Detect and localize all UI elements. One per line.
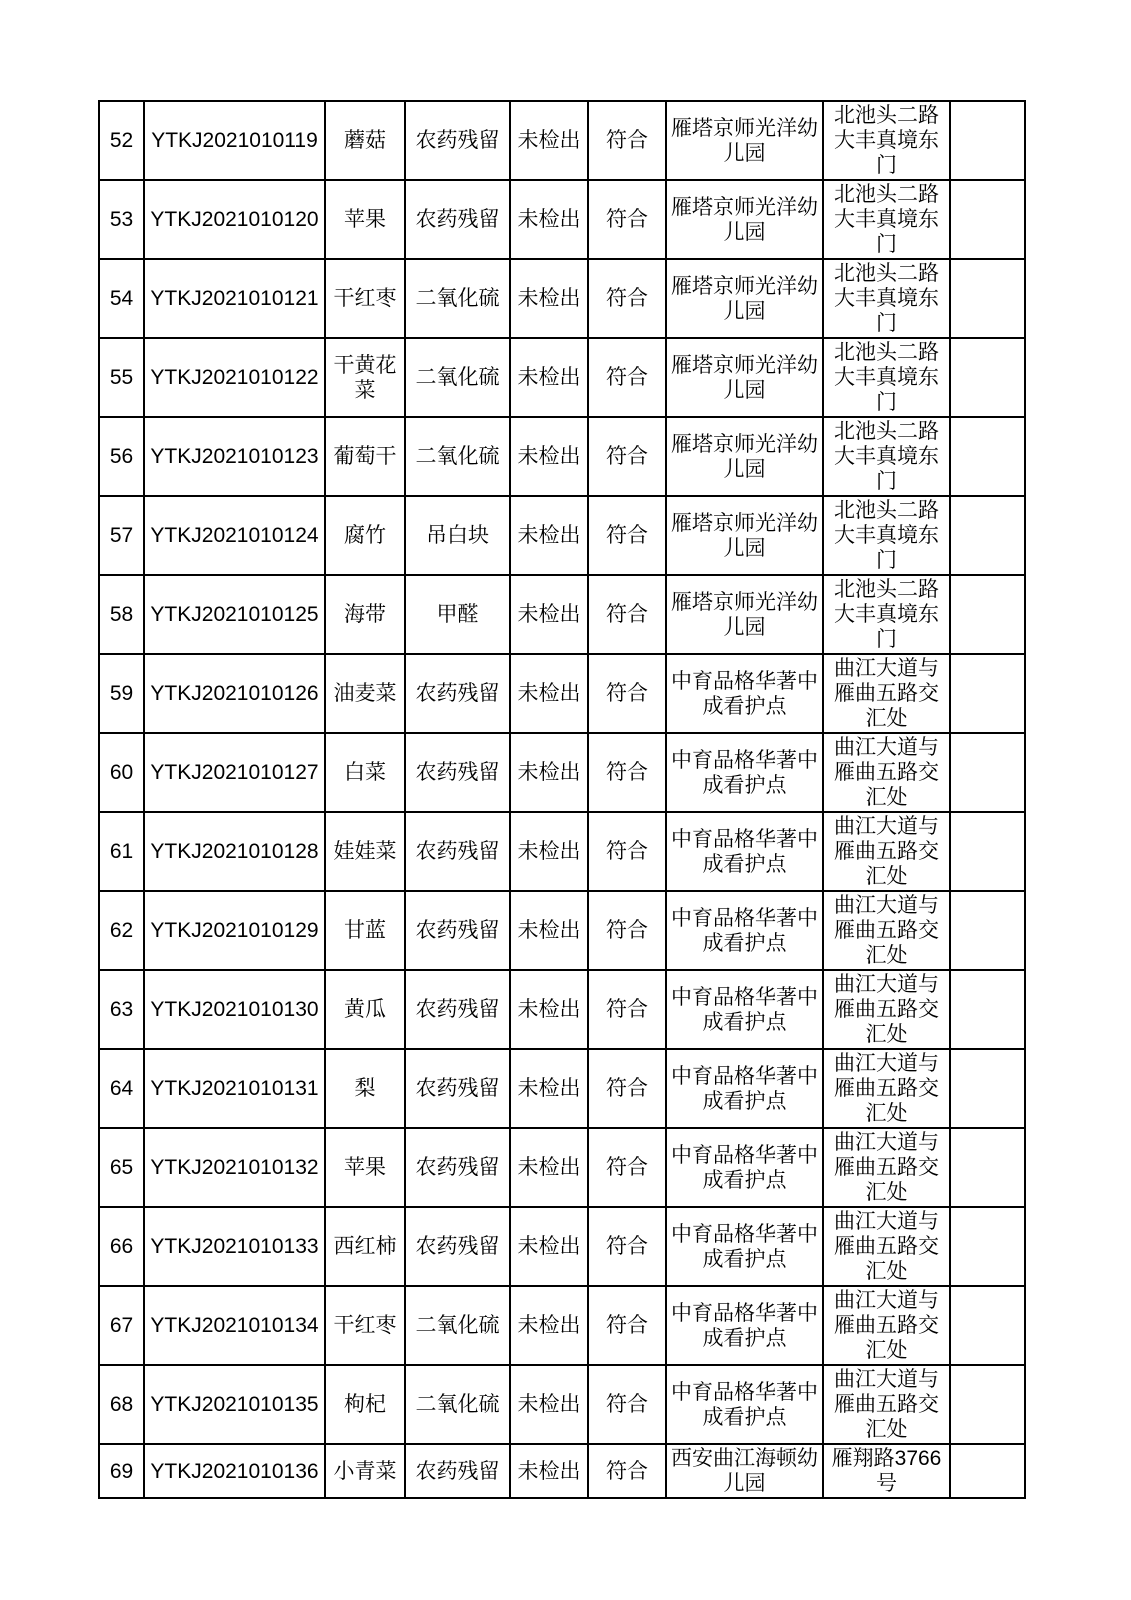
cell-site-address: 曲江大道与雁曲五路交汇处 [823,1286,950,1365]
table-row [99,101,1025,180]
cell-test-item: 农药残留 [405,1207,510,1286]
cell-sample-code: YTKJ2021010131 [144,1049,325,1128]
cell-remark [950,1286,1025,1365]
cell-sampling-site: 雁塔京师光洋幼儿园 [666,496,823,575]
cell-sample-code: YTKJ2021010127 [144,733,325,812]
cell-test-item: 二氧化硫 [405,259,510,338]
cell-conclusion: 符合 [588,259,666,338]
cell-remark [950,101,1025,180]
table-row [99,259,1025,338]
cell-site-address: 北池头二路大丰真境东门 [823,417,950,496]
cell-sample-name: 海带 [325,575,405,654]
cell-sample-name: 腐竹 [325,496,405,575]
cell-test-item: 吊白块 [405,496,510,575]
cell-test-item: 农药残留 [405,1128,510,1207]
cell-test-item: 农药残留 [405,891,510,970]
cell-row-number: 68 [99,1365,144,1444]
cell-sampling-site: 中育品格华著中成看护点 [666,1207,823,1286]
cell-sample-code: YTKJ2021010126 [144,654,325,733]
table-row [99,733,1025,812]
cell-remark [950,891,1025,970]
cell-sampling-site: 中育品格华著中成看护点 [666,1365,823,1444]
cell-sample-name: 干红枣 [325,259,405,338]
cell-test-result: 未检出 [510,101,588,180]
cell-site-address: 曲江大道与雁曲五路交汇处 [823,1365,950,1444]
table-row [99,180,1025,259]
cell-row-number: 63 [99,970,144,1049]
cell-remark [950,1444,1025,1498]
cell-site-address: 曲江大道与雁曲五路交汇处 [823,812,950,891]
cell-test-result: 未检出 [510,1049,588,1128]
cell-test-result: 未检出 [510,733,588,812]
cell-sample-code: YTKJ2021010121 [144,259,325,338]
cell-conclusion: 符合 [588,338,666,417]
table-row [99,654,1025,733]
cell-sample-name: 枸杞 [325,1365,405,1444]
cell-test-item: 二氧化硫 [405,1365,510,1444]
cell-sample-name: 苹果 [325,1128,405,1207]
table-row [99,338,1025,417]
table-row [99,1444,1025,1498]
cell-sample-name: 黄瓜 [325,970,405,1049]
cell-test-item: 农药残留 [405,101,510,180]
cell-test-item: 农药残留 [405,812,510,891]
cell-sample-name: 白菜 [325,733,405,812]
cell-conclusion: 符合 [588,733,666,812]
table-row [99,1128,1025,1207]
cell-sample-name: 西红柿 [325,1207,405,1286]
cell-sample-name: 甘蓝 [325,891,405,970]
cell-conclusion: 符合 [588,575,666,654]
cell-test-item: 农药残留 [405,654,510,733]
table-row [99,812,1025,891]
cell-test-item: 农药残留 [405,970,510,1049]
cell-sampling-site: 中育品格华著中成看护点 [666,654,823,733]
cell-conclusion: 符合 [588,180,666,259]
cell-sampling-site: 雁塔京师光洋幼儿园 [666,417,823,496]
cell-test-result: 未检出 [510,1365,588,1444]
cell-conclusion: 符合 [588,101,666,180]
cell-sampling-site: 中育品格华著中成看护点 [666,812,823,891]
cell-sampling-site: 中育品格华著中成看护点 [666,1049,823,1128]
cell-sample-code: YTKJ2021010136 [144,1444,325,1498]
cell-site-address: 曲江大道与雁曲五路交汇处 [823,1128,950,1207]
cell-sample-code: YTKJ2021010133 [144,1207,325,1286]
cell-sampling-site: 西安曲江海顿幼儿园 [666,1444,823,1498]
table-row [99,1286,1025,1365]
cell-test-item: 二氧化硫 [405,417,510,496]
cell-remark [950,417,1025,496]
cell-sampling-site: 雁塔京师光洋幼儿园 [666,180,823,259]
cell-remark [950,733,1025,812]
cell-site-address: 北池头二路大丰真境东门 [823,575,950,654]
cell-test-result: 未检出 [510,575,588,654]
cell-conclusion: 符合 [588,654,666,733]
cell-row-number: 64 [99,1049,144,1128]
cell-sampling-site: 中育品格华著中成看护点 [666,733,823,812]
cell-sample-name: 娃娃菜 [325,812,405,891]
cell-site-address: 曲江大道与雁曲五路交汇处 [823,733,950,812]
cell-sample-code: YTKJ2021010128 [144,812,325,891]
cell-sample-name: 苹果 [325,180,405,259]
cell-sampling-site: 雁塔京师光洋幼儿园 [666,101,823,180]
cell-test-result: 未检出 [510,180,588,259]
cell-row-number: 55 [99,338,144,417]
cell-row-number: 53 [99,180,144,259]
cell-sample-name: 干黄花菜 [325,338,405,417]
cell-test-result: 未检出 [510,338,588,417]
cell-conclusion: 符合 [588,1049,666,1128]
cell-remark [950,1207,1025,1286]
cell-test-item: 二氧化硫 [405,338,510,417]
cell-conclusion: 符合 [588,1286,666,1365]
cell-site-address: 曲江大道与雁曲五路交汇处 [823,654,950,733]
table-row [99,1049,1025,1128]
cell-sampling-site: 雁塔京师光洋幼儿园 [666,575,823,654]
cell-sample-name: 蘑菇 [325,101,405,180]
cell-remark [950,1049,1025,1128]
cell-remark [950,338,1025,417]
cell-remark [950,180,1025,259]
cell-test-result: 未检出 [510,1207,588,1286]
cell-row-number: 52 [99,101,144,180]
cell-sampling-site: 中育品格华著中成看护点 [666,891,823,970]
cell-conclusion: 符合 [588,970,666,1049]
cell-conclusion: 符合 [588,1128,666,1207]
cell-sample-code: YTKJ2021010132 [144,1128,325,1207]
cell-sample-code: YTKJ2021010125 [144,575,325,654]
cell-test-result: 未检出 [510,1444,588,1498]
cell-site-address: 北池头二路大丰真境东门 [823,338,950,417]
cell-sample-name: 干红枣 [325,1286,405,1365]
cell-site-address: 雁翔路3766号 [823,1444,950,1498]
cell-sample-name: 小青菜 [325,1444,405,1498]
cell-conclusion: 符合 [588,417,666,496]
cell-sample-code: YTKJ2021010123 [144,417,325,496]
cell-row-number: 54 [99,259,144,338]
cell-test-result: 未检出 [510,1128,588,1207]
cell-conclusion: 符合 [588,496,666,575]
cell-sampling-site: 中育品格华著中成看护点 [666,1128,823,1207]
cell-remark [950,575,1025,654]
cell-test-item: 甲醛 [405,575,510,654]
cell-row-number: 69 [99,1444,144,1498]
cell-site-address: 北池头二路大丰真境东门 [823,259,950,338]
cell-test-result: 未检出 [510,417,588,496]
table-row [99,417,1025,496]
cell-conclusion: 符合 [588,1207,666,1286]
cell-row-number: 56 [99,417,144,496]
table-row [99,1365,1025,1444]
cell-sample-name: 油麦菜 [325,654,405,733]
cell-site-address: 北池头二路大丰真境东门 [823,101,950,180]
cell-row-number: 59 [99,654,144,733]
cell-test-result: 未检出 [510,970,588,1049]
cell-site-address: 曲江大道与雁曲五路交汇处 [823,891,950,970]
cell-row-number: 65 [99,1128,144,1207]
table-row [99,575,1025,654]
cell-test-result: 未检出 [510,496,588,575]
cell-remark [950,1128,1025,1207]
cell-test-item: 二氧化硫 [405,1286,510,1365]
cell-row-number: 60 [99,733,144,812]
cell-row-number: 66 [99,1207,144,1286]
cell-site-address: 曲江大道与雁曲五路交汇处 [823,1207,950,1286]
table-row [99,891,1025,970]
cell-test-result: 未检出 [510,812,588,891]
cell-sampling-site: 中育品格华著中成看护点 [666,1286,823,1365]
cell-sample-code: YTKJ2021010120 [144,180,325,259]
cell-site-address: 曲江大道与雁曲五路交汇处 [823,1049,950,1128]
cell-test-item: 农药残留 [405,733,510,812]
test-results-table [98,100,1026,1499]
cell-remark [950,259,1025,338]
cell-sample-code: YTKJ2021010124 [144,496,325,575]
cell-conclusion: 符合 [588,812,666,891]
table-row [99,1207,1025,1286]
cell-site-address: 北池头二路大丰真境东门 [823,180,950,259]
cell-sample-name: 梨 [325,1049,405,1128]
cell-remark [950,1365,1025,1444]
cell-sample-code: YTKJ2021010135 [144,1365,325,1444]
cell-conclusion: 符合 [588,1365,666,1444]
cell-row-number: 61 [99,812,144,891]
cell-row-number: 62 [99,891,144,970]
cell-row-number: 67 [99,1286,144,1365]
cell-remark [950,812,1025,891]
cell-test-result: 未检出 [510,259,588,338]
cell-site-address: 北池头二路大丰真境东门 [823,496,950,575]
cell-conclusion: 符合 [588,1444,666,1498]
cell-test-result: 未检出 [510,1286,588,1365]
cell-sample-code: YTKJ2021010129 [144,891,325,970]
cell-sample-name: 葡萄干 [325,417,405,496]
cell-test-item: 农药残留 [405,1049,510,1128]
cell-sample-code: YTKJ2021010134 [144,1286,325,1365]
cell-test-item: 农药残留 [405,1444,510,1498]
cell-sampling-site: 雁塔京师光洋幼儿园 [666,259,823,338]
cell-row-number: 58 [99,575,144,654]
table-row [99,496,1025,575]
cell-sampling-site: 雁塔京师光洋幼儿园 [666,338,823,417]
cell-remark [950,496,1025,575]
cell-test-result: 未检出 [510,654,588,733]
cell-remark [950,654,1025,733]
cell-row-number: 57 [99,496,144,575]
cell-test-item: 农药残留 [405,180,510,259]
cell-conclusion: 符合 [588,891,666,970]
table-row [99,970,1025,1049]
cell-sample-code: YTKJ2021010119 [144,101,325,180]
cell-sample-code: YTKJ2021010122 [144,338,325,417]
cell-sampling-site: 中育品格华著中成看护点 [666,970,823,1049]
cell-site-address: 曲江大道与雁曲五路交汇处 [823,970,950,1049]
cell-sample-code: YTKJ2021010130 [144,970,325,1049]
cell-test-result: 未检出 [510,891,588,970]
cell-remark [950,970,1025,1049]
test-results-body [99,101,1025,1498]
